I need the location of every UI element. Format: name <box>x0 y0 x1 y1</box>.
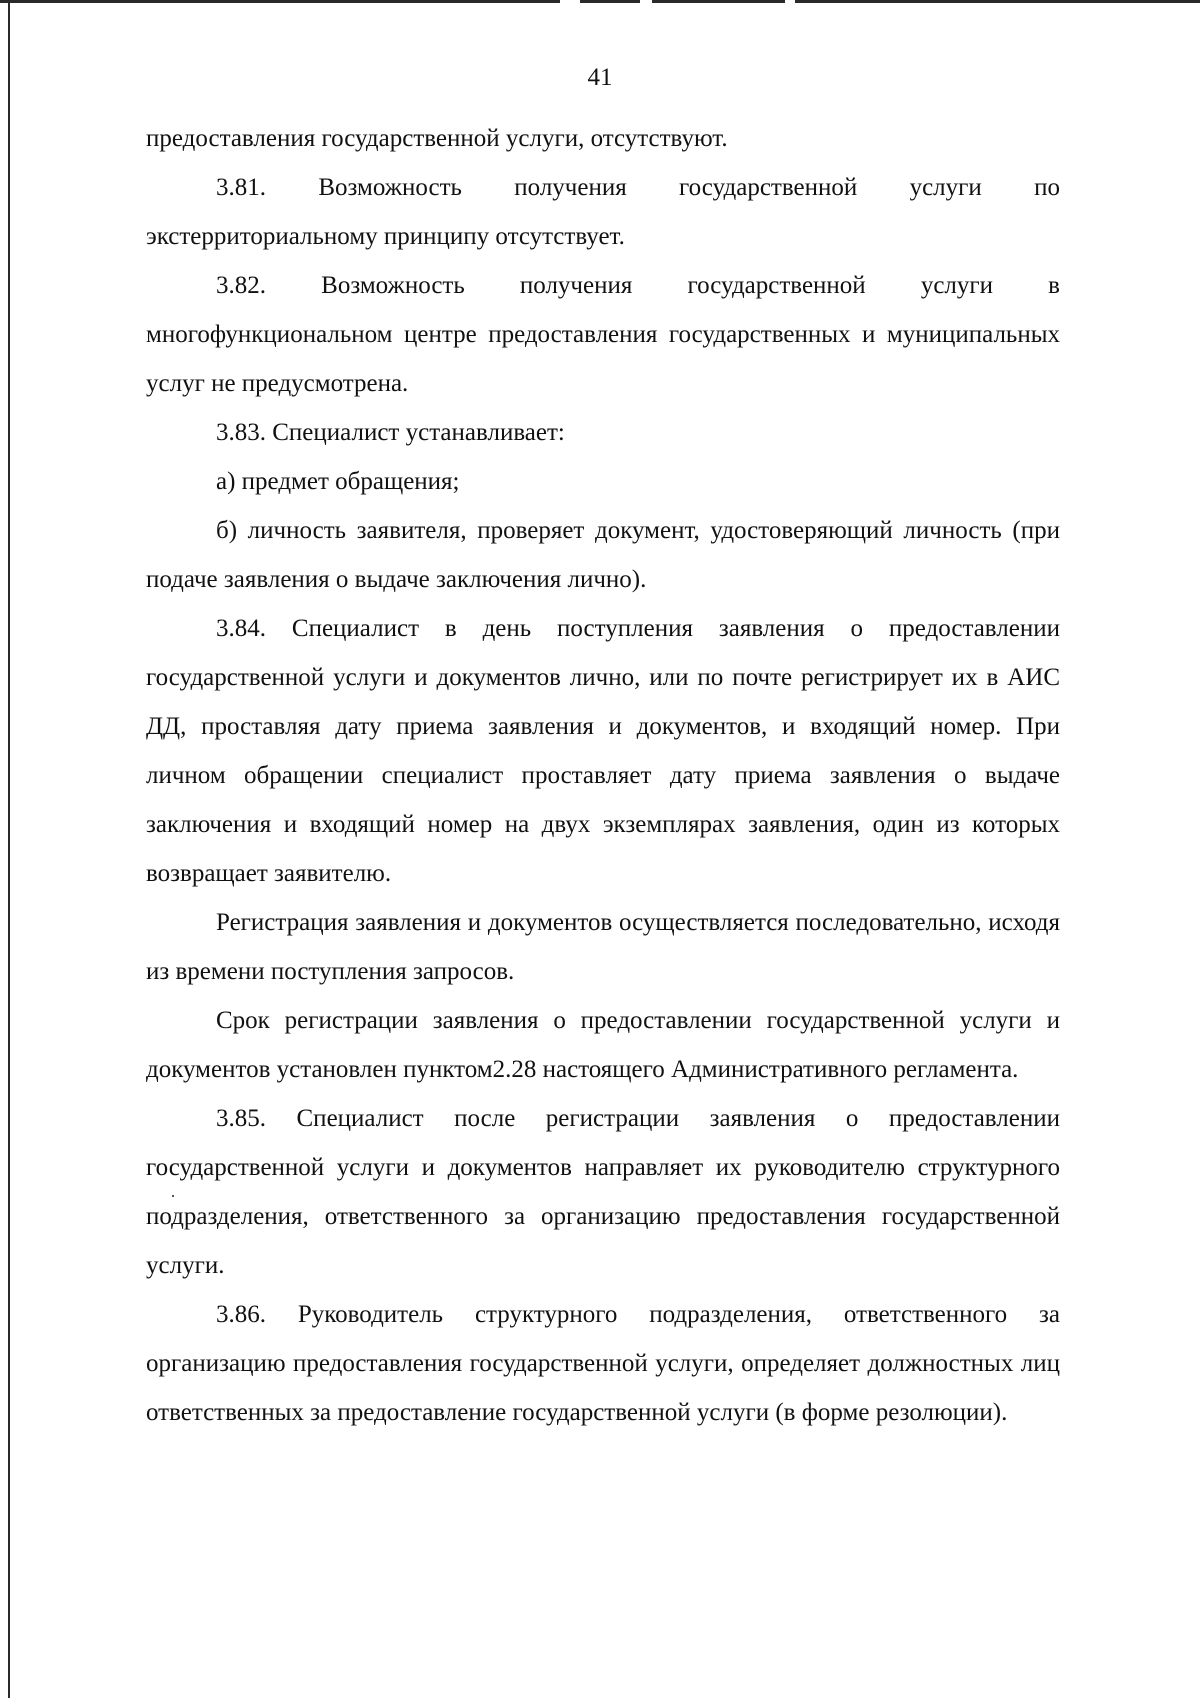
paragraph-3-84: 3.84. Специалист в день поступления заявления о предоставлении государственной услуги и документов лично, или по почте регистрирует их в АИС ДД, проставляя дату приема заявления и документов, и входящий номер. При личном обращении специалист проставляет дату приема заявления о выдаче заключения и входящий номер на двух экземплярах заявления, один из которых возвращает заявителю. <box>146 615 1060 887</box>
paragraph-3-82: 3.82. Возможность получения государственной услуги в многофункциональном центре предоставления государственных и муниципальных услуг не предусмотрена. <box>146 272 1060 397</box>
scan-edge-gap <box>785 0 795 3</box>
paragraph-continuation: предоставления государственной услуги, отсутствуют. <box>146 125 728 152</box>
scan-speck <box>172 1195 174 1197</box>
paragraph-registration: Регистрация заявления и документов осуществляется последовательно, исходя из времени поступления запросов. <box>146 909 1060 985</box>
paragraph-3-86: 3.86. Руководитель структурного подразделения, ответственного за организацию предоставления государственной услуги, определяет должностных лиц ответственных за предоставление государственной услуги (в форме резолюции). <box>146 1301 1060 1426</box>
document-body <box>146 114 1060 1437</box>
paragraph-3-85: 3.85. Специалист после регистрации заявления о предоставлении государственной услуги и документов направляет их руководителю структурного подразделения, ответственного за организацию предоставления государственной услуги. <box>146 1105 1060 1279</box>
scan-edge-top <box>0 0 1200 3</box>
paragraph-3-83: 3.83. Специалист устанавливает: <box>216 419 565 446</box>
paragraph-3-81: 3.81. Возможность получения государственной услуги по экстерриториальному принципу отсутствует. <box>146 174 1060 250</box>
page-number: 41 <box>587 64 613 91</box>
scan-edge-gap <box>560 0 580 3</box>
scan-edge-gap <box>640 0 652 3</box>
paragraph-3-83-a: а) предмет обращения; <box>216 468 460 495</box>
scan-edge-left <box>8 0 10 1698</box>
paragraph-registration-term: Срок регистрации заявления о предоставлении государственной услуги и документов установлен пунктом2.28 настоящего Административного регламента. <box>146 1007 1060 1083</box>
paragraph-3-83-b: б) личность заявителя, проверяет документ, удостоверяющий личность (при подаче заявления о выдаче заключения лично). <box>146 517 1060 593</box>
